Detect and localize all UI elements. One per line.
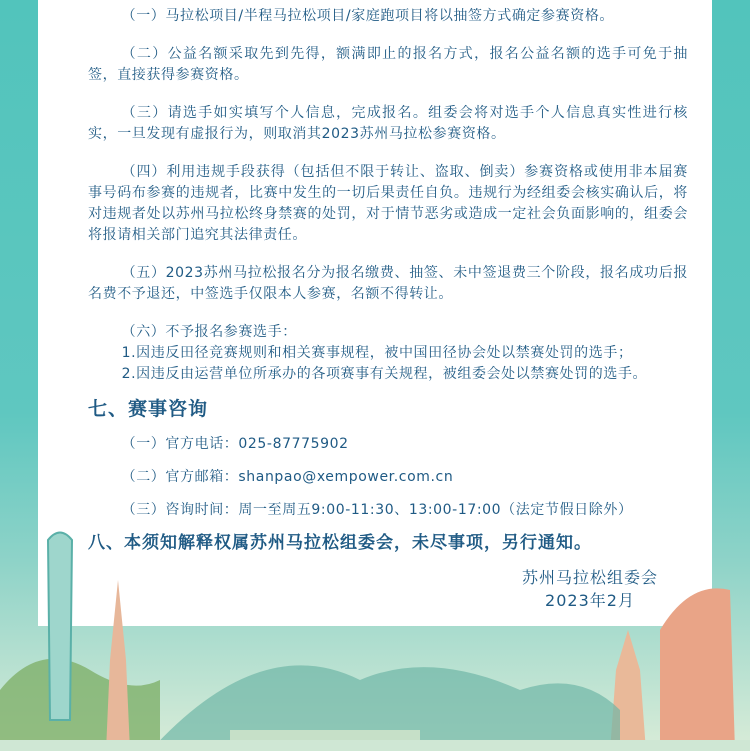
consult-hours: （三）咨询时间：周一至周五9:00-11:30、13:00-17:00（法定节假日除外） [121, 502, 633, 518]
notice-body [88, 6, 688, 554]
signature-date: 2023年2月 [545, 591, 635, 610]
rule-2: （二）公益名额采取先到先得，额满即止的报名方式，报名公益名额的选手可免于抽签，直接获得参赛资格。 [88, 46, 688, 83]
rule-6-title: （六）不予报名参赛选手： [121, 324, 297, 340]
consult-heading: 七、赛事咨询 [88, 398, 209, 420]
building-right [660, 588, 735, 751]
rule-6-item-2: 2.因违反由运营单位所承办的各项赛事有关规程，被组委会处以禁赛处罚的选手。 [121, 366, 648, 382]
hill-left [0, 659, 160, 751]
rule-5: （五）2023苏州马拉松报名分为报名缴费、抽签、未中签退费三个阶段，报名成功后报名费不予退还，中签选手仅限本人参赛，名额不得转让。 [88, 265, 688, 302]
rule-1: （一）马拉松项目/半程马拉松项目/家庭跑项目将以抽签方式确定参赛资格。 [121, 8, 615, 24]
rule-3: （三）请选手如实填写个人信息，完成报名。组委会将对选手个人信息真实性进行核实，一旦发现有虚报行为，则取消其2023苏州马拉松参赛资格。 [88, 105, 688, 142]
signature-org: 苏州马拉松组委会 [521, 568, 658, 587]
tower-left [48, 533, 72, 721]
consult-phone: （一）官方电话：025-87775902 [121, 436, 349, 452]
consult-email: （二）官方邮箱：shanpao@xempower.com.cn [121, 469, 454, 485]
rule-4: （四）利用违规手段获得（包括但不限于转让、盗取、倒卖）参赛资格或使用非本届赛事号码布参赛的违规者，比赛中发生的一切后果责任自负。违规行为经组委会核实确认后，将对违规者处以苏州马拉松终身禁赛的处罚，对于情节恶劣或造成一定社会负面影响的，组委会将报请相关部门追究其法律责任。 [88, 164, 688, 243]
final-note: 八、本须知解释权属苏州马拉松组委会，未尽事项，另行通知。 [88, 533, 592, 553]
rule-6-item-1: 1.因违反田径竞赛规则和相关赛事规程，被中国田径协会处以禁赛处罚的选手； [121, 345, 633, 361]
city-skyline-illustration [0, 520, 750, 751]
ground [0, 740, 750, 751]
spire-tower [106, 580, 130, 751]
